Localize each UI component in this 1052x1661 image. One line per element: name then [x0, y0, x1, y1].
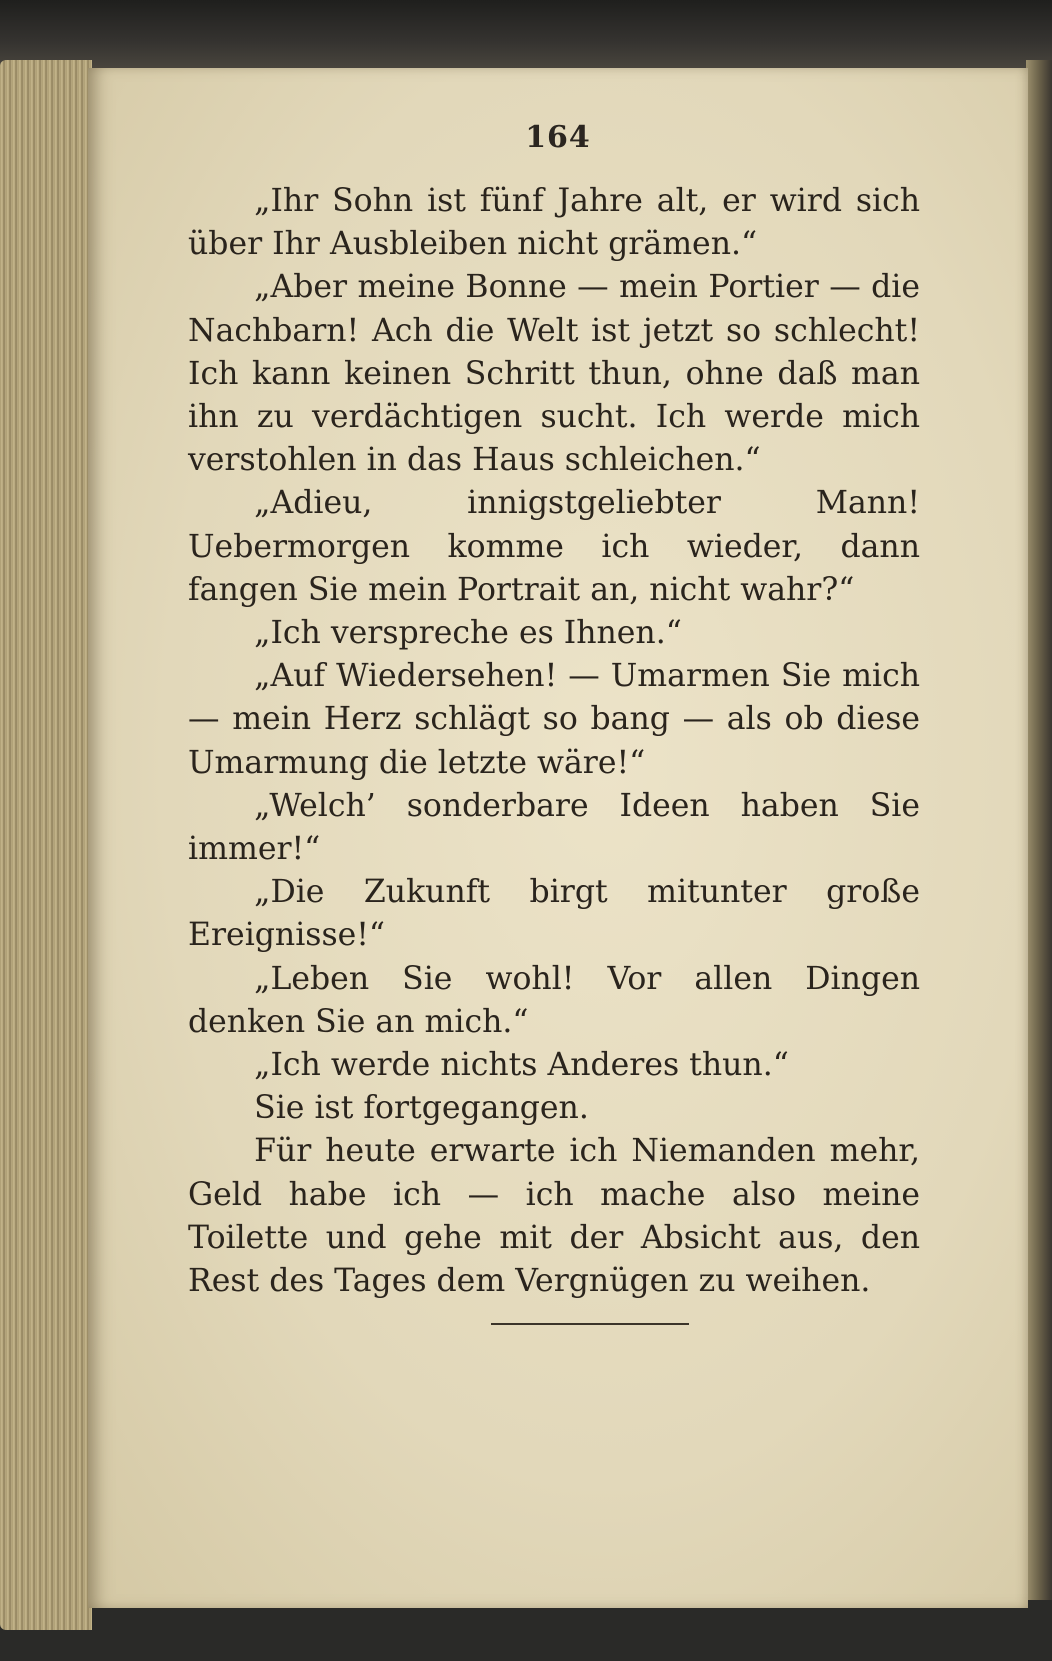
text-block	[188, 180, 920, 1303]
paragraph: „Ihr Sohn ist fünf Jahre alt, er wird sich über Ihr Ausbleiben nicht grämen.“	[188, 183, 920, 263]
paragraph: „Aber meine Bonne — mein Portier — die Nachbarn! Ach die Welt ist jetzt so schlecht! Ich kann keinen Schritt thun, ohne daß man ihn zu verdächtigen sucht. Ich werde mich verstohlen in das Haus schleichen.“	[188, 269, 920, 479]
paragraph: „Die Zukunft birgt mitunter große Ereignisse!“	[188, 874, 920, 954]
paragraph: Sie ist fortgegangen.	[254, 1090, 589, 1127]
section-divider	[491, 1323, 689, 1325]
book-top-edge	[0, 0, 1052, 70]
paragraph: „Ich verspreche es Ihnen.“	[254, 615, 682, 652]
paragraph: „Welch’ sonderbare Ideen haben Sie immer!“	[188, 787, 920, 868]
page-number: 164	[525, 120, 591, 155]
book-page-edges	[0, 60, 92, 1630]
paragraph: „Adieu, innigstgeliebter Mann! Uebermorgen komme ich wieder, dann fangen Sie mein Portrait an, nicht wahr?“	[188, 485, 920, 608]
paragraph: Für heute erwarte ich Niemanden mehr, Geld habe ich — ich mache also meine Toilette und gehe mit der Absicht aus, den Rest des Tages dem Vergnügen zu weihen.	[188, 1133, 920, 1300]
book-right-edge	[1026, 60, 1052, 1600]
book-page	[88, 68, 1028, 1608]
paragraph: „Auf Wiedersehen! — Umarmen Sie mich — mein Herz schlägt so bang — als ob diese Umarmung die letzte wäre!“	[188, 658, 920, 781]
paragraph: „Ich werde nichts Anderes thun.“	[254, 1047, 789, 1084]
paragraph: „Leben Sie wohl! Vor allen Dingen denken Sie an mich.“	[188, 960, 920, 1040]
